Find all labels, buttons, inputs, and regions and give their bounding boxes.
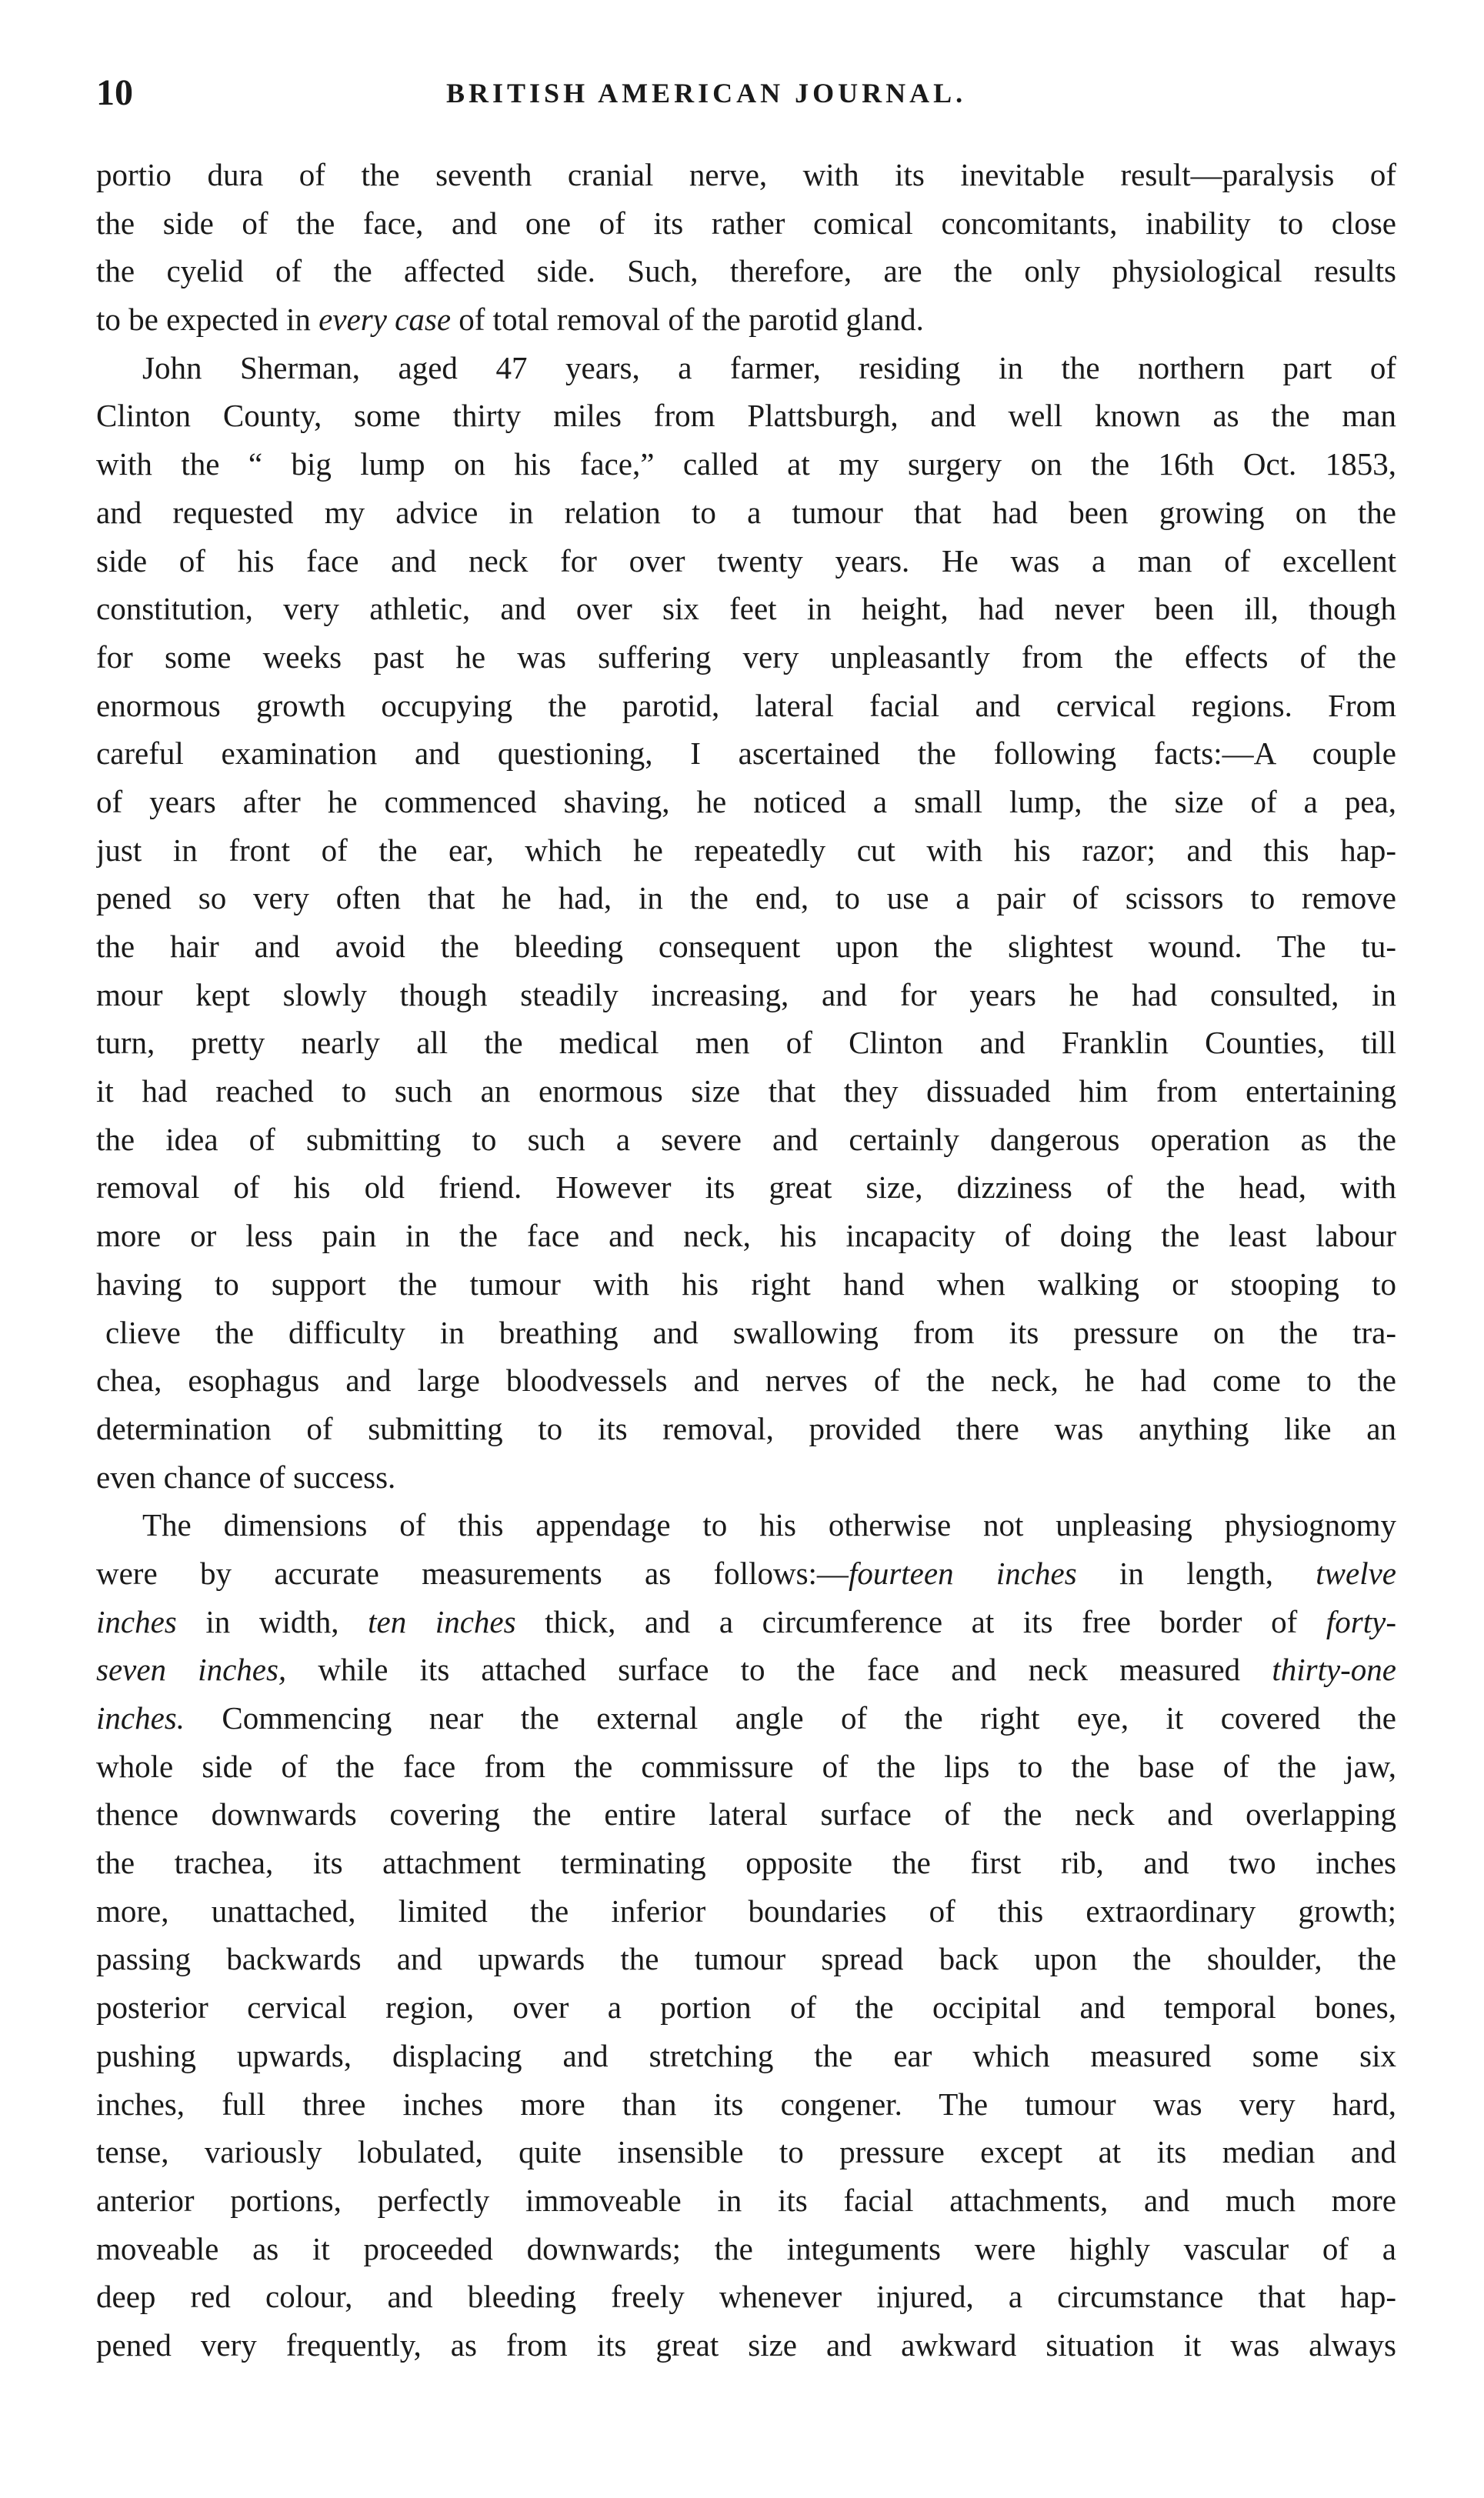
- text-line: the trachea, its attachment terminating opposite the first rib, and two inches: [96, 1845, 1396, 1881]
- text-line: pushing upwards, displacing and stretching the ear which measured some six: [96, 2037, 1396, 2073]
- text-line: the hair and avoid the bleeding consequent upon the slightest wound. The tu-: [96, 929, 1396, 964]
- text-line: John Sherman, aged 47 years, a farmer, residing in the northern part of: [142, 349, 1396, 385]
- text-line: thence downwards covering the entire lateral surface of the neck and overlapping: [96, 1796, 1396, 1833]
- text-line: careful examination and questioning, I ascertained the following facts:—A couple: [96, 735, 1396, 772]
- emphasis: inches.: [96, 1700, 185, 1736]
- text-line: The dimensions of this appendage to his otherwise not unpleasing physiognomy: [142, 1507, 1396, 1543]
- text-line: the cyelid of the affected side. Such, therefore, are the only physiological results: [96, 253, 1396, 289]
- text-line: inches. Commencing near the external angle of the right eye, it covered the: [96, 1700, 1396, 1736]
- text-line: of years after he commenced shaving, he noticed a small lump, the size of a pea,: [96, 783, 1396, 819]
- text-line: side of his face and neck for over twenty years. He was a man of excellent: [96, 542, 1396, 579]
- page-number: 10: [96, 72, 133, 113]
- text-line: chea, esophagus and large bloodvessels and nerves of the neck, he had come to the: [96, 1362, 1396, 1399]
- emphasis: fourteen inches: [848, 1555, 1077, 1591]
- text-line: pened so very often that he had, in the end, to use a pair of scissors to remove: [96, 880, 1396, 916]
- text-line: pened very frequently, as from its great size and awkward situation it was always: [96, 2326, 1396, 2363]
- text-line: to be expected in every case of total removal of the parotid gland.: [96, 302, 924, 338]
- text-line: moveable as it proceeded downwards; the integuments were highly vascular of a: [96, 2230, 1396, 2266]
- emphasis: twelve: [1316, 1555, 1396, 1591]
- text-line: deep red colour, and bleeding freely whenever injured, a circumstance that hap-: [96, 2279, 1396, 2315]
- text-line: anterior portions, perfectly immoveable in its facial attachments, and much more: [96, 2182, 1396, 2218]
- text-line: even chance of success.: [96, 1459, 396, 1495]
- emphasis: every case: [318, 302, 452, 338]
- text-line: just in front of the ear, which he repeatedly cut with his razor; and this hap-: [96, 832, 1396, 868]
- running-head: BRITISH AMERICAN JOURNAL.: [446, 78, 967, 108]
- text-line: with the “ big lump on his face,” called at my surgery on the 16th Oct. 1853,: [96, 446, 1396, 482]
- text-line: more, unattached, limited the inferior boundaries of this extraordinary growth;: [96, 1893, 1396, 1929]
- text-line: enormous growth occupying the parotid, lateral facial and cervical regions. From: [96, 687, 1396, 723]
- text-line: the side of the face, and one of its rather comical concomitants, inability to close: [96, 205, 1396, 241]
- text-line: and requested my advice in relation to a tumour that had been growing on the: [96, 494, 1396, 530]
- text-line: tense, variously lobulated, quite insensible to pressure except at its median and: [96, 2134, 1396, 2170]
- text-line: constitution, very athletic, and over six feet in height, had never been ill, though: [96, 591, 1396, 627]
- text-line: more or less pain in the face and neck, his incapacity of doing the least labour: [96, 1218, 1396, 1254]
- text-line: it had reached to such an enormous size that they dissuaded him from entertaining: [96, 1073, 1396, 1109]
- text-line: inches, full three inches more than its congener. The tumour was very hard,: [96, 2086, 1396, 2122]
- text-line: were by accurate measurements as follows:—fourteen inches in length, twelve: [96, 1555, 1396, 1591]
- text-line: mour kept slowly though steadily increasing, and for years he had consulted, in: [96, 976, 1396, 1012]
- text-line: removal of his old friend. However its great size, dizziness of the head, with: [96, 1169, 1396, 1206]
- text-line: seven inches, while its attached surface to the face and neck measured thirty-one: [96, 1652, 1396, 1688]
- text-line: posterior cervical region, over a portion of the occipital and temporal bones,: [96, 1989, 1396, 2026]
- emphasis: seven inches,: [96, 1652, 287, 1688]
- emphasis: ten inches: [368, 1603, 516, 1639]
- emphasis: inches: [96, 1603, 177, 1639]
- text-line: for some weeks past he was suffering very unpleasantly from the effects of the: [96, 639, 1396, 675]
- text-line: inches in width, ten inches thick, and a circumference at its free border of forty-: [96, 1603, 1396, 1639]
- text-line: portio dura of the seventh cranial nerve, with its inevitable result—paralysis of: [96, 157, 1396, 192]
- text-line: Clinton County, some thirty miles from Plattsburgh, and well known as the man: [96, 398, 1396, 434]
- article-body: [96, 151, 1396, 2370]
- emphasis: thirty-one: [1272, 1652, 1396, 1688]
- text-line: the idea of submitting to such a severe and certainly dangerous operation as the: [96, 1121, 1396, 1157]
- text-line: passing backwards and upwards the tumour spread back upon the shoulder, the: [96, 1941, 1396, 1977]
- text-line: turn, pretty nearly all the medical men of Clinton and Franklin Counties, till: [96, 1025, 1396, 1061]
- text-line: whole side of the face from the commissure of the lips to the base of the jaw,: [96, 1748, 1396, 1784]
- text-line: having to support the tumour with his right hand when walking or stooping to: [96, 1266, 1396, 1302]
- emphasis: forty-: [1326, 1603, 1396, 1639]
- text-line: clieve the difficulty in breathing and swallowing from its pressure on the tra-: [105, 1314, 1396, 1350]
- text-line: determination of submitting to its removal, provided there was anything like an: [96, 1410, 1396, 1446]
- page-header: [96, 66, 1396, 120]
